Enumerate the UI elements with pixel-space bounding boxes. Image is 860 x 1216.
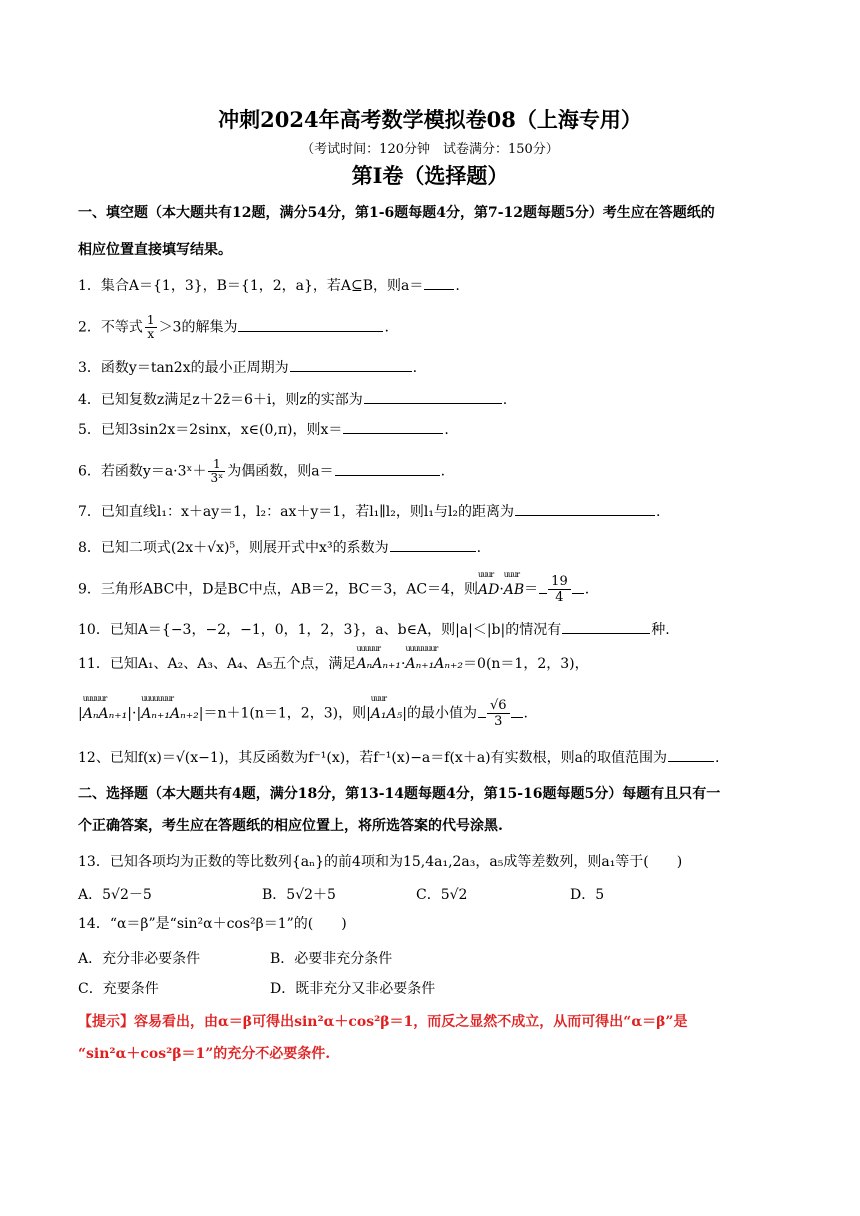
q13-option-a[interactable]: A．5√2－5 xyxy=(78,887,152,903)
question-10-text: 10．已知A＝{−3，−2，−1，0，1，2，3}，a、b∈A，则|a|＜|b|的情况有 xyxy=(78,622,562,638)
question-3-text: 3．函数y＝tan2x的最小正周期为 xyxy=(78,360,289,376)
answer-blank[interactable] xyxy=(390,536,476,552)
question-12-text: 12、已知f(x)＝√(x−1)，其反函数为f⁻¹(x)，若f⁻¹(x)−a＝f(x＋a)有实数根，则a的取值范围为 xyxy=(78,750,667,766)
question-1: 1．集合A＝{1，3}，B＝{1，2，a}，若A⊆B，则a＝ . xyxy=(78,274,784,296)
question-5: 5．已知3sin2x＝2sinx，x∈(0,π)，则x＝ . xyxy=(78,418,784,440)
question-10: 10．已知A＝{−3，−2，−1，0，1，2，3}，a、b∈A，则|a|＜|b|的情况有 种. xyxy=(78,618,784,640)
vector-arrow-icon: uuur xyxy=(370,694,387,703)
vector-ab: uuur AB xyxy=(503,570,525,598)
answer-fraction: $\frac{19}{4}$ xyxy=(548,574,571,605)
question-7: 7．已知直线l₁：x＋ay＝1，l₂：ax＋y＝1，若l₁∥l₂，则l₁与l₂的距离为 . xyxy=(78,500,784,522)
vector: uuuuuuur Aₙ₊₁Aₙ₊₂ xyxy=(405,645,464,672)
fraction-numerator: 1 xyxy=(146,313,155,327)
question-12: 12、已知f(x)＝√(x−1)，其反函数为f⁻¹(x)，若f⁻¹(x)−a＝f(x＋a)有实数根，则a的取值范围为 . xyxy=(78,746,784,768)
hint-line2: “sin²α＋cos²β＝1”的充分不必要条件. xyxy=(78,1046,331,1062)
exam-info: （考试时间：120分钟 试卷满分：150分） xyxy=(301,142,559,157)
question-4-text: 4．已知复数z满足z＋2z̄＝6＋i，则z的实部为 xyxy=(78,392,363,408)
section1-intro-line1: 一、填空题（本大题共有12题，满分54分，第1-6题每题4分，第7-12题每题5分）考生应在答题纸的 xyxy=(78,205,715,221)
fraction-denominator: 3ˣ xyxy=(210,471,224,485)
q14-option-c[interactable]: C．充要条件 xyxy=(78,981,159,997)
q13-option-b[interactable]: B．5√2＋5 xyxy=(262,887,336,903)
question-3: 3．函数y＝tan2x的最小正周期为 . xyxy=(78,356,784,378)
question-11-text-a: 11．已知A₁、A₂、A₃、A₄、A₅五个点，满足 xyxy=(78,656,357,672)
answer-blank[interactable] xyxy=(424,274,454,290)
answer-blank[interactable] xyxy=(335,460,440,476)
vector-arrow-icon: uuuuur xyxy=(82,694,107,703)
question-6-text-b: 为偶函数，则a＝ xyxy=(227,463,334,480)
vector-arrow-icon: uuuuuuur xyxy=(405,645,438,653)
answer-blank-right xyxy=(511,702,523,718)
section2-intro-line2: 个正确答案，考生应在答题纸的相应位置上，将所选答案的代号涂黑. xyxy=(78,818,503,834)
section2-intro-line1: 二、选择题（本大题共有4题，满分18分，第13-14题每题4分，第15-16题每题5分）每题有且只有一 xyxy=(78,786,721,802)
q14-option-a[interactable]: A．充分非必要条件 xyxy=(78,951,201,967)
answer-fraction: $\frac{√6}{3}$ xyxy=(487,698,510,729)
question-14: 14．“α＝β”是“sin²α＋cos²β＝1”的( ) xyxy=(78,916,347,932)
answer-blank[interactable] xyxy=(668,746,714,762)
q13-option-c[interactable]: C．5√2 xyxy=(416,887,468,903)
question-9: 9．三角形ABC中，D是BC中点，AB＝2，BC＝3，AC＝4，则 uuur AD· uuur AB＝ $\frac{19}{4}$ . xyxy=(78,570,590,605)
question-1-text: 1．集合A＝{1，3}，B＝{1，2，a}，若A⊆B，则a＝ xyxy=(78,278,424,294)
question-8-text: 8．已知二项式(2x＋√x)⁵，则展开式中x³的系数为 xyxy=(78,540,389,556)
vector: uuuuur AₙAₙ₊₁ xyxy=(356,645,402,672)
question-11-line2: | uuuuur AₙAₙ₊₁|·| uuuuuuur Aₙ₊₁Aₙ₊₂|＝n＋1(n＝1，2，3)，则| uuur A₁A₅|的最小值为 $\frac{√6}{3}$ . xyxy=(78,694,528,729)
question-6: 6．若函数y＝a·3ˣ＋ $\frac{1}{\text{3ˣ}}$ 为偶函数，则a＝ . xyxy=(78,457,446,485)
part-title: 第I卷（选择题） xyxy=(351,163,509,188)
answer-blank-left xyxy=(478,702,486,718)
vector-arrow-icon: uuur xyxy=(503,570,520,579)
question-6-text-a: 6．若函数y＝a·3ˣ＋ xyxy=(78,463,207,480)
q14-option-b[interactable]: B．必要非充分条件 xyxy=(270,951,393,967)
section1-intro-line2: 相应位置直接填写结果。 xyxy=(78,242,232,258)
question-7-text: 7．已知直线l₁：x＋ay＝1，l₂：ax＋y＝1，若l₁∥l₂，则l₁与l₂的距离为 xyxy=(78,504,515,520)
question-11-line1: 11．已知A₁、A₂、A₃、A₄、A₅五个点，满足 uuuuur AₙAₙ₊₁· uuuuuuur Aₙ₊₁Aₙ₊₂＝0(n＝1，2，3)， xyxy=(78,645,589,672)
vector-arrow-icon: uuuuur xyxy=(356,645,381,653)
answer-blank[interactable] xyxy=(364,388,502,404)
answer-blank[interactable] xyxy=(515,500,655,516)
answer-blank-right xyxy=(572,578,584,594)
vector-arrow-icon: uuur xyxy=(477,570,494,579)
answer-blank[interactable] xyxy=(238,316,383,332)
vector: uuuuuuur Aₙ₊₁Aₙ₊₂ xyxy=(141,694,199,722)
page-title: 冲刺2024年高考数学模拟卷08（上海专用） xyxy=(218,107,642,132)
question-4: 4．已知复数z满足z＋2z̄＝6＋i，则z的实部为 . xyxy=(78,388,784,410)
answer-blank[interactable] xyxy=(290,356,412,372)
vector: uuur A₁A₅ xyxy=(370,694,403,722)
question-9-text-a: 9．三角形ABC中，D是BC中点，AB＝2，BC＝3，AC＝4，则 xyxy=(78,581,478,598)
question-8: 8．已知二项式(2x＋√x)⁵，则展开式中x³的系数为 . xyxy=(78,536,784,558)
hint-line1: 【提示】容易看出，由α＝β可得出sin²α＋cos²β＝1，而反之显然不成立，从而可得出“α＝β”是 xyxy=(78,1014,688,1030)
vector: uuuuur AₙAₙ₊₁ xyxy=(82,694,128,722)
answer-blank-left xyxy=(539,578,547,594)
q14-option-d[interactable]: D．既非充分又非必要条件 xyxy=(270,981,436,997)
question-2-text-a: 2．不等式 xyxy=(78,319,143,336)
q13-option-d[interactable]: D．5 xyxy=(570,887,605,903)
answer-blank[interactable] xyxy=(343,418,443,434)
question-5-text: 5．已知3sin2x＝2sinx，x∈(0,π)，则x＝ xyxy=(78,422,343,438)
question-13: 13．已知各项均为正数的等比数列{aₙ}的前4项和为15,4a₁,2a₃，a₅成等差数列，则a₁等于( ) xyxy=(78,854,683,870)
fraction-denominator: x xyxy=(147,327,155,341)
question-2: 2．不等式 $\frac{1}{x}$ ＞3的解集为 . xyxy=(78,313,389,341)
vector-arrow-icon: uuuuuuur xyxy=(141,694,174,703)
vector-ad: uuur AD xyxy=(477,570,500,598)
answer-blank[interactable] xyxy=(562,618,650,634)
fraction xyxy=(145,314,157,341)
fraction xyxy=(208,458,225,485)
fraction-numerator: 1 xyxy=(208,458,225,472)
question-2-text-b: ＞3的解集为 xyxy=(158,319,238,336)
